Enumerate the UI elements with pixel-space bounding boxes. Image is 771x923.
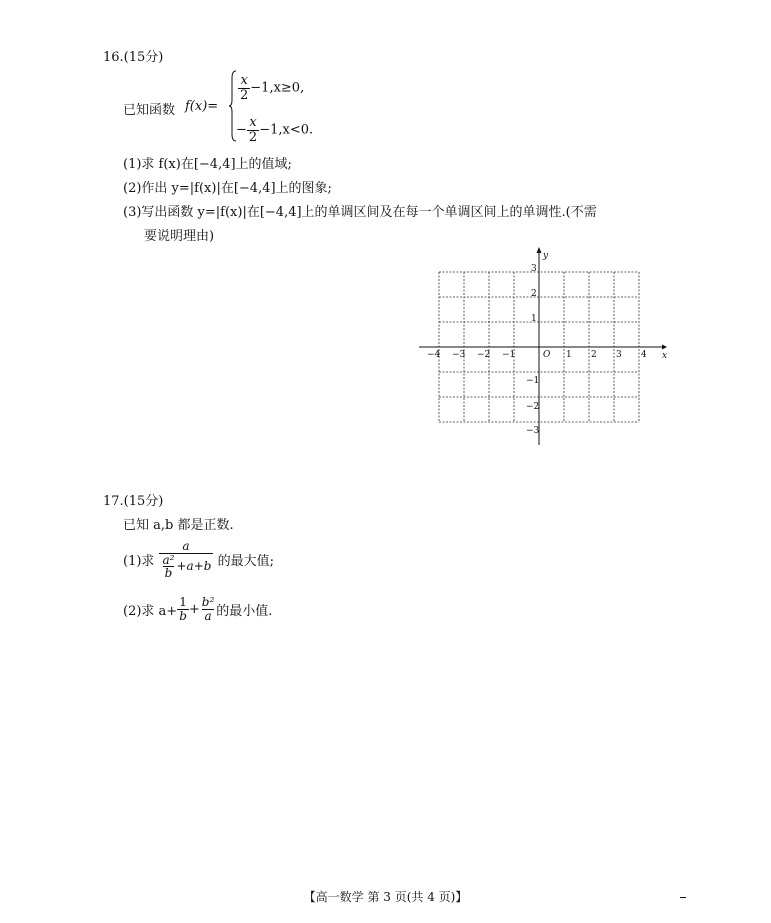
fraction-1-over-b: $\frac{1}{b}$: [179, 595, 187, 623]
origin-label: O: [543, 350, 551, 360]
q17-part-1: (1)求 a $\frac{\text{a²}}{b}$ +a+b 的最大值;: [123, 539, 274, 581]
q16-part-3-line-2: 要说明理由): [144, 229, 215, 244]
x-tick: 2: [591, 350, 597, 360]
piecewise-case-2: − $\frac{x}{2}$ −1,x<0.: [236, 115, 314, 145]
q17-intro: 已知 a,b 都是正数.: [123, 518, 234, 533]
fraction-x-over-2: $\frac{x}{2}$: [240, 73, 249, 103]
y-tick: 1: [531, 314, 537, 324]
x-tick: −4: [427, 350, 441, 360]
q16-function-name: f(x)=: [185, 99, 219, 114]
x-tick: 3: [616, 350, 622, 360]
x-tick: −2: [477, 350, 491, 360]
x-axis-label: x: [662, 351, 668, 361]
x-axis-arrow: [662, 345, 667, 350]
page-footer: 【高一数学 第 3 页(共 4 页)】: [303, 890, 468, 904]
x-tick: −1: [502, 350, 516, 360]
y-tick: 2: [531, 289, 537, 299]
fraction-max-expression: a $\frac{\text{a²}}{b}$ +a+b: [154, 540, 217, 580]
q16-part-3-line-1: (3)写出函数 y=|f(x)|在[−4,4]上的单调区间及在每一个单调区间上的单调性.(不需: [123, 205, 597, 220]
y-tick: −1: [526, 376, 540, 386]
q16-part-2: (2)作出 y=|f(x)|在[−4,4]上的图象;: [123, 181, 332, 196]
y-tick: 3: [531, 264, 537, 274]
fraction-x-over-2: $\frac{x}{2}$: [248, 115, 258, 145]
x-tick: −3: [452, 350, 466, 360]
y-axis-label: y: [543, 251, 549, 261]
footer-mark: [680, 897, 686, 898]
fraction-a2-over-b: $\frac{\text{a²}}{b}$: [162, 552, 175, 581]
piecewise-case-1: $\frac{x}{2}$ −1,x≥0,: [240, 73, 305, 103]
q16-intro: 已知函数: [123, 103, 176, 118]
y-tick: −2: [526, 402, 540, 412]
y-axis-arrow: [537, 247, 542, 253]
y-tick: −3: [526, 426, 540, 436]
q17-header: 17.(15分): [103, 494, 164, 509]
fraction-b2-over-a: $\frac{\text{b²}}{a}$: [201, 595, 215, 623]
coordinate-grid: [414, 243, 674, 448]
q17-part-2: (2)求 a+ $\frac{1}{b}$ + $\frac{\text{b²}}{a}$ 的最小值.: [123, 595, 273, 623]
x-tick: 1: [566, 350, 572, 360]
q16-part-1: (1)求 f(x)在[−4,4]上的值域;: [123, 157, 292, 172]
q16-header: 16.(15分): [103, 50, 164, 65]
x-tick: 4: [641, 350, 647, 360]
